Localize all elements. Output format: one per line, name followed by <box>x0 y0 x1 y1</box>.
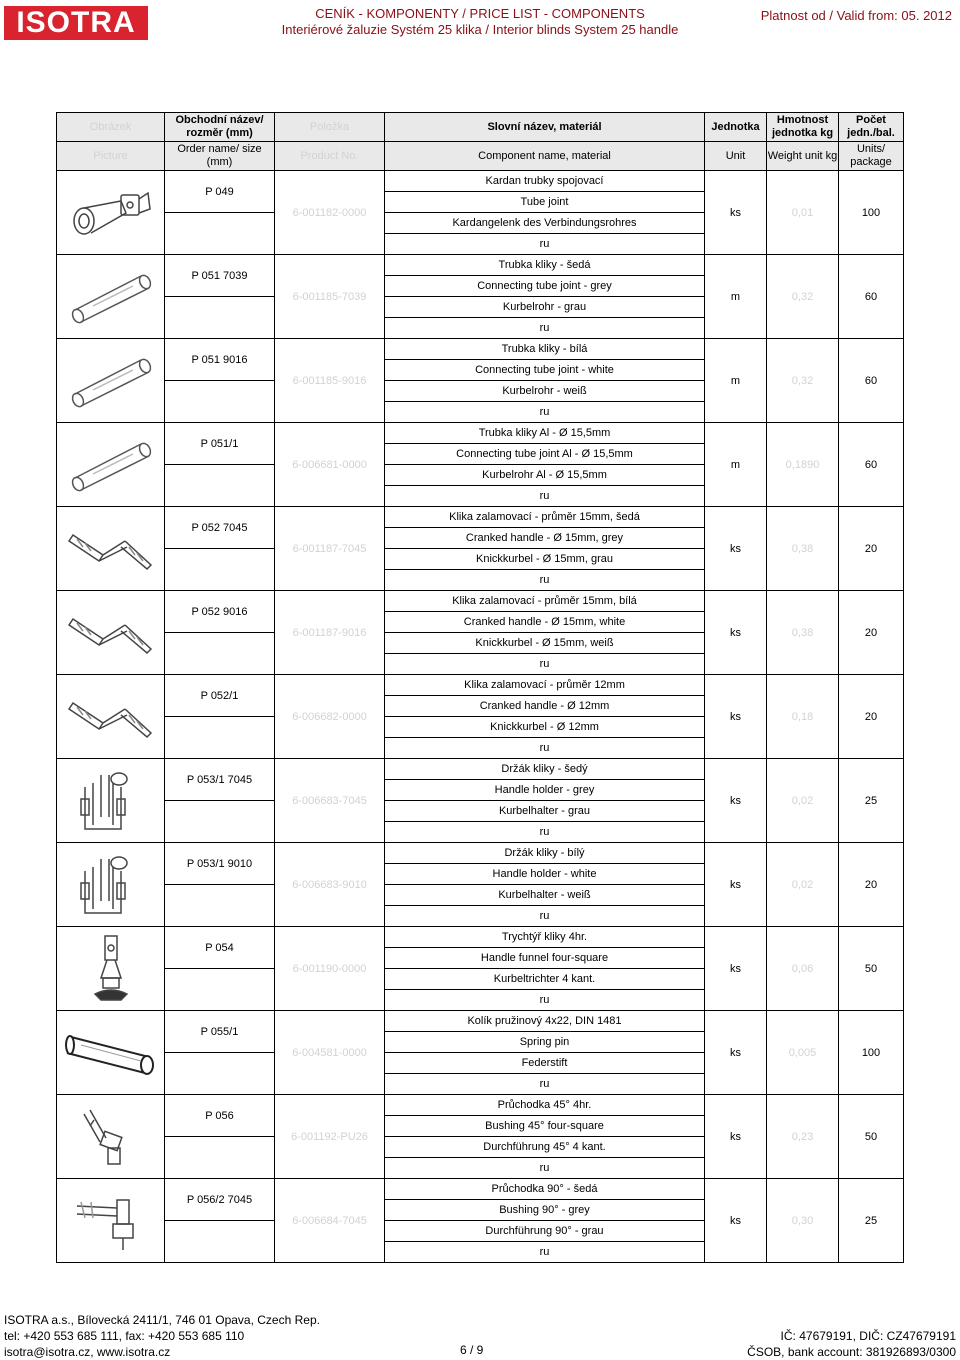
weight: 0,02 <box>767 843 839 927</box>
unit: ks <box>705 1095 767 1179</box>
description-cz: Klika zalamovací - průměr 15mm, šedá <box>385 507 705 528</box>
product-picture <box>57 171 165 255</box>
units-per-package: 60 <box>839 423 904 507</box>
order-name-blank <box>165 885 275 927</box>
product-picture <box>57 927 165 1011</box>
product-row <box>57 339 904 360</box>
isotra-logo: ISOTRA <box>4 6 148 40</box>
description-en: Bushing 45° four-square <box>385 1116 705 1137</box>
col-unit-en: Unit <box>705 142 767 171</box>
description-ru: ru <box>385 738 705 759</box>
title-line-2: Interiérové žaluzie Systém 25 klika / Interior blinds System 25 handle <box>281 22 679 37</box>
order-name: P 049 <box>165 171 275 213</box>
footer-bank: ČSOB, bank account: 381926893/0300 <box>747 1345 956 1359</box>
description-de: Knickkurbel - Ø 15mm, grau <box>385 549 705 570</box>
order-name: P 051/1 <box>165 423 275 465</box>
units-per-package: 50 <box>839 1095 904 1179</box>
description-cz: Klika zalamovací - průměr 12mm <box>385 675 705 696</box>
footer-phone: tel: +420 553 685 111, fax: +420 553 685 110 <box>4 1329 245 1343</box>
units-per-package: 20 <box>839 675 904 759</box>
weight: 0,06 <box>767 927 839 1011</box>
weight: 0,1890 <box>767 423 839 507</box>
description-de: Kurbelhalter - grau <box>385 801 705 822</box>
product-picture <box>57 675 165 759</box>
description-cz: Trubka kliky - bílá <box>385 339 705 360</box>
crank-handle-icon <box>57 523 164 575</box>
order-name-blank <box>165 465 275 507</box>
description-cz: Průchodka 90° - šedá <box>385 1179 705 1200</box>
units-per-package: 60 <box>839 255 904 339</box>
description-ru: ru <box>385 654 705 675</box>
product-code: 6-006684-7045 <box>275 1179 385 1263</box>
footer-ids: IČ: 47679191, DIČ: CZ47679191 <box>780 1329 956 1343</box>
description-en: Cranked handle - Ø 12mm <box>385 696 705 717</box>
product-picture <box>57 1179 165 1263</box>
unit: ks <box>705 927 767 1011</box>
bushing-45-icon <box>57 1102 164 1172</box>
description-ru: ru <box>385 570 705 591</box>
order-name-blank <box>165 1053 275 1095</box>
col-pack-cz: Počet jedn./bal. <box>839 113 904 142</box>
product-picture <box>57 843 165 927</box>
units-per-package: 100 <box>839 171 904 255</box>
description-ru: ru <box>385 906 705 927</box>
unit: ks <box>705 759 767 843</box>
col-code-cz: Položka <box>275 113 385 142</box>
product-code: 6-001192-PU26 <box>275 1095 385 1179</box>
description-en: Handle holder - grey <box>385 780 705 801</box>
col-pack-en: Units/ package <box>839 142 904 171</box>
col-name-cz: Obchodní název/ rozměr (mm) <box>165 113 275 142</box>
units-per-package: 100 <box>839 1011 904 1095</box>
tube-joint-icon <box>57 183 164 243</box>
product-row <box>57 171 904 192</box>
unit: ks <box>705 1011 767 1095</box>
product-code: 6-001190-0000 <box>275 927 385 1011</box>
description-de: Federstift <box>385 1053 705 1074</box>
description-ru: ru <box>385 990 705 1011</box>
valid-from: Platnost od / Valid from: 05. 2012 <box>760 8 952 23</box>
product-code: 6-006681-0000 <box>275 423 385 507</box>
weight: 0,005 <box>767 1011 839 1095</box>
units-per-package: 20 <box>839 843 904 927</box>
order-name: P 053/1 9010 <box>165 843 275 885</box>
unit: m <box>705 423 767 507</box>
product-row <box>57 927 904 948</box>
tube-icon <box>57 266 164 328</box>
description-cz: Trubka kliky - šedá <box>385 255 705 276</box>
handle-holder-icon <box>57 853 164 917</box>
description-cz: Trubka kliky Al - Ø 15,5mm <box>385 423 705 444</box>
description-en: Bushing 90° - grey <box>385 1200 705 1221</box>
footer-contact: isotra@isotra.cz, www.isotra.cz <box>4 1345 171 1359</box>
order-name-blank <box>165 549 275 591</box>
product-picture <box>57 591 165 675</box>
product-code: 6-001187-7045 <box>275 507 385 591</box>
weight: 0,30 <box>767 1179 839 1263</box>
unit: ks <box>705 507 767 591</box>
product-row <box>57 759 904 780</box>
order-name: P 051 9016 <box>165 339 275 381</box>
col-picture-cz: Obrázek <box>57 113 165 142</box>
unit: ks <box>705 675 767 759</box>
footer-company: ISOTRA a.s., Bílovecká 2411/1, 746 01 Opava, Czech Rep. <box>4 1313 320 1327</box>
description-en: Tube joint <box>385 192 705 213</box>
product-row <box>57 423 904 444</box>
product-row <box>57 255 904 276</box>
document-title <box>230 6 730 38</box>
description-cz: Průchodka 45° 4hr. <box>385 1095 705 1116</box>
order-name-blank <box>165 381 275 423</box>
footer-address <box>4 1312 320 1360</box>
col-description-cz: Slovní název, materiál <box>385 113 705 142</box>
description-de: Kurbelhalter - weiß <box>385 885 705 906</box>
col-weight-en: Weight unit kg <box>767 142 839 171</box>
product-row <box>57 675 904 696</box>
product-picture <box>57 423 165 507</box>
crank-handle-icon <box>57 607 164 659</box>
product-row <box>57 843 904 864</box>
product-code: 6-001185-7039 <box>275 255 385 339</box>
description-ru: ru <box>385 1158 705 1179</box>
col-weight-cz: Hmotnost jednotka kg <box>767 113 839 142</box>
product-picture <box>57 255 165 339</box>
order-name-blank <box>165 969 275 1011</box>
weight: 0,02 <box>767 759 839 843</box>
col-description-en: Component name, material <box>385 142 705 171</box>
description-de: Kardangelenk des Verbindungsrohres <box>385 213 705 234</box>
product-code: 6-004581-0000 <box>275 1011 385 1095</box>
unit: ks <box>705 591 767 675</box>
weight: 0,01 <box>767 171 839 255</box>
description-ru: ru <box>385 1074 705 1095</box>
unit: ks <box>705 843 767 927</box>
product-picture <box>57 1095 165 1179</box>
product-row <box>57 1095 904 1116</box>
title-line-1: CENÍK - KOMPONENTY / PRICE LIST - COMPONENTS <box>315 6 645 21</box>
description-en: Connecting tube joint - white <box>385 360 705 381</box>
unit: ks <box>705 1179 767 1263</box>
description-en: Handle funnel four-square <box>385 948 705 969</box>
unit: ks <box>705 171 767 255</box>
crank-handle-icon <box>57 691 164 743</box>
product-row <box>57 1011 904 1032</box>
product-code: 6-001182-0000 <box>275 171 385 255</box>
product-code: 6-006683-9010 <box>275 843 385 927</box>
description-ru: ru <box>385 1242 705 1263</box>
description-de: Durchführung 45° 4 kant. <box>385 1137 705 1158</box>
order-name-blank <box>165 213 275 255</box>
order-name: P 052 7045 <box>165 507 275 549</box>
weight: 0,23 <box>767 1095 839 1179</box>
units-per-package: 20 <box>839 507 904 591</box>
product-row <box>57 1179 904 1200</box>
weight: 0,32 <box>767 255 839 339</box>
tube-icon <box>57 350 164 412</box>
order-name: P 052 9016 <box>165 591 275 633</box>
unit: m <box>705 255 767 339</box>
description-de: Kurbelrohr - grau <box>385 297 705 318</box>
col-name-en: Order name/ size (mm) <box>165 142 275 171</box>
bushing-90-icon <box>57 1186 164 1256</box>
description-de: Durchführung 90° - grau <box>385 1221 705 1242</box>
order-name: P 056 <box>165 1095 275 1137</box>
product-row <box>57 507 904 528</box>
description-cz: Trychtýř kliky 4hr. <box>385 927 705 948</box>
description-de: Knickkurbel - Ø 12mm <box>385 717 705 738</box>
description-ru: ru <box>385 318 705 339</box>
tube-icon <box>57 434 164 496</box>
order-name-blank <box>165 1221 275 1263</box>
product-picture <box>57 759 165 843</box>
order-name-blank <box>165 633 275 675</box>
description-ru: ru <box>385 822 705 843</box>
description-en: Connecting tube joint Al - Ø 15,5mm <box>385 444 705 465</box>
price-list-table <box>56 112 904 1263</box>
order-name: P 054 <box>165 927 275 969</box>
product-code: 6-006682-0000 <box>275 675 385 759</box>
description-cz: Držák kliky - šedý <box>385 759 705 780</box>
description-de: Kurbeltrichter 4 kant. <box>385 969 705 990</box>
handle-holder-icon <box>57 769 164 833</box>
units-per-package: 60 <box>839 339 904 423</box>
order-name: P 052/1 <box>165 675 275 717</box>
description-en: Cranked handle - Ø 15mm, white <box>385 612 705 633</box>
description-cz: Držák kliky - bílý <box>385 843 705 864</box>
product-picture <box>57 339 165 423</box>
order-name: P 055/1 <box>165 1011 275 1053</box>
page-number: 6 / 9 <box>460 1343 484 1357</box>
description-en: Handle holder - white <box>385 864 705 885</box>
description-de: Knickkurbel - Ø 15mm, weiß <box>385 633 705 654</box>
product-picture <box>57 1011 165 1095</box>
weight: 0,32 <box>767 339 839 423</box>
col-unit-cz: Jednotka <box>705 113 767 142</box>
col-picture-en: Picture <box>57 142 165 171</box>
description-cz: Kolík pružinový 4x22, DIN 1481 <box>385 1011 705 1032</box>
description-ru: ru <box>385 486 705 507</box>
product-code: 6-006683-7045 <box>275 759 385 843</box>
col-code-en: Product No. <box>275 142 385 171</box>
spring-pin-icon <box>57 1027 164 1079</box>
description-en: Cranked handle - Ø 15mm, grey <box>385 528 705 549</box>
unit: m <box>705 339 767 423</box>
description-ru: ru <box>385 402 705 423</box>
product-code: 6-001185-9016 <box>275 339 385 423</box>
description-en: Connecting tube joint - grey <box>385 276 705 297</box>
weight: 0,38 <box>767 591 839 675</box>
description-cz: Kardan trubky spojovací <box>385 171 705 192</box>
units-per-package: 25 <box>839 759 904 843</box>
order-name-blank <box>165 1137 275 1179</box>
units-per-package: 50 <box>839 927 904 1011</box>
units-per-package: 25 <box>839 1179 904 1263</box>
order-name: P 056/2 7045 <box>165 1179 275 1221</box>
description-de: Kurbelrohr Al - Ø 15,5mm <box>385 465 705 486</box>
order-name-blank <box>165 297 275 339</box>
order-name: P 053/1 7045 <box>165 759 275 801</box>
order-name-blank <box>165 801 275 843</box>
weight: 0,38 <box>767 507 839 591</box>
description-en: Spring pin <box>385 1032 705 1053</box>
product-code: 6-001187-9016 <box>275 591 385 675</box>
units-per-package: 20 <box>839 591 904 675</box>
description-ru: ru <box>385 234 705 255</box>
description-de: Kurbelrohr - weiß <box>385 381 705 402</box>
product-picture <box>57 507 165 591</box>
description-cz: Klika zalamovací - průměr 15mm, bílá <box>385 591 705 612</box>
footer-company-ids <box>747 1328 956 1360</box>
order-name: P 051 7039 <box>165 255 275 297</box>
order-name-blank <box>165 717 275 759</box>
product-row <box>57 591 904 612</box>
handle-funnel-icon <box>57 934 164 1004</box>
weight: 0,18 <box>767 675 839 759</box>
